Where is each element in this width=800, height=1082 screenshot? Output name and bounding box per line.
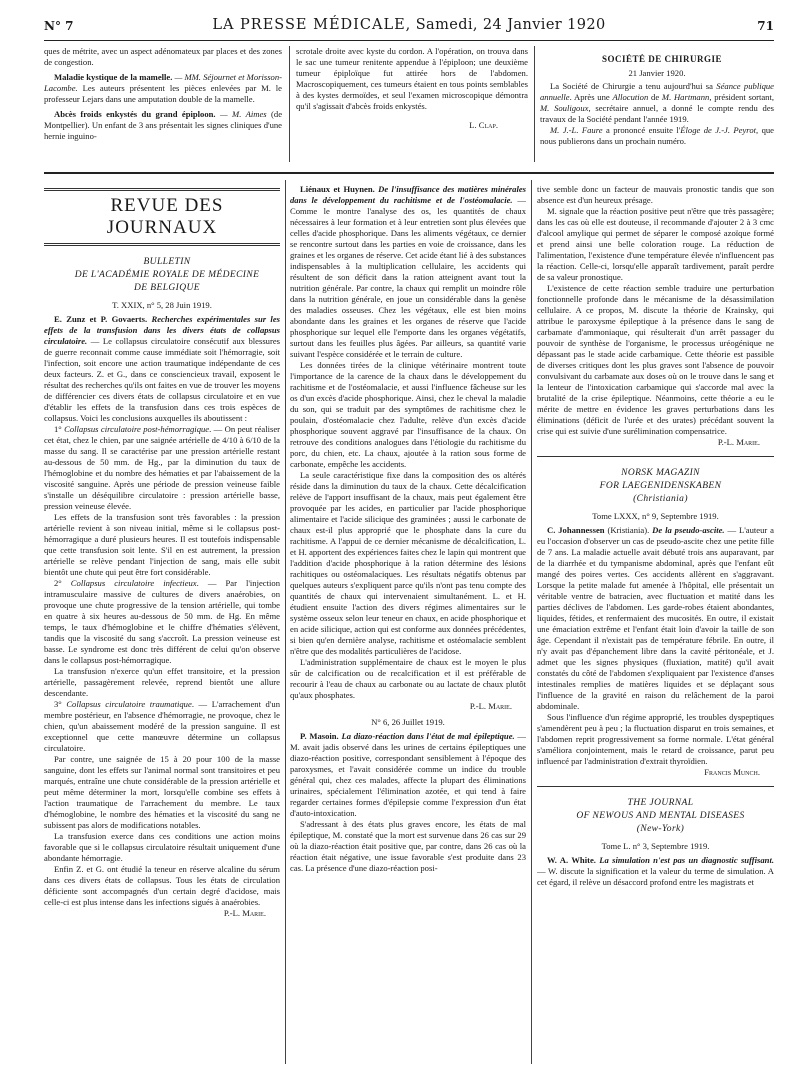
journal-name: DE BELGIQUE <box>134 283 200 293</box>
paragraph: Les effets de la transfusion sont très favorables : la pression artérielle revient à son niveau initial, même si le collapsus post-hémorragique a duré plusieurs heures. Il est toutefois indispensable que cette transfusion soit lente. S'il en est autrement, la pression artérielle se relève pendant l'injection de sang, mais elle subit bientôt une chute qui peut être fort considérable. <box>44 512 280 577</box>
section-date: 21 Janvier 1920. <box>628 68 686 78</box>
text: . — On peut réaliser cet état, chez le chien, par une saignée artérielle de 4/10 à 6/10 de la masse du sang. Il se caractérise par une pression artérielle restant au-dessous de 50 mm. de Hg., par la diminution du taux de l'hémoglobine et du nombre des hématies et par l'abaissement de la viscosité sanguine. Après une période de pression veineuse faible s'installe un déséquilibre circulatoire : pression artérielle basse, pression veineuse élevée. <box>44 424 280 511</box>
paragraph: Enfin Z. et G. ont étudié la teneur en réserve alcaline du sérum dans ces divers états de collapsus. Tous les états de circulation déficiente sont accompagnés d'un certain degré d'acidose, mais celle-ci est plus intense dans les infections sigués à anaérobies. <box>44 864 280 907</box>
text: Éloge de J.-J. Peyrot <box>680 125 757 135</box>
text: . Après une <box>569 92 610 102</box>
section-rule <box>44 172 774 174</box>
top-column-1 <box>44 46 282 164</box>
article-authors: C. Johannessen <box>547 525 605 535</box>
divider <box>537 786 774 787</box>
article-text: — Comme le montre l'analyse des os, les quantités de chaux nécessaires à leur formation et à leur entretien sont plus élevées que celles d'acide phosphorique. Dans les aliments végétaux, ce dernier se rencontre surtout dans les parties en voie de croissance, dans les graines et les organes de réserve. Cet acide étant lié à des substances indispensables à la multiplication cellulaire, les accidents qui résultent de son déficit dans la ration atteignent avant tout la nutrition générale. Par contre, la chaux qui remplit un moindre rôle dans la nutrition générale, en joue un considérable dans la genèse des maladies osseuses. Chez les végétaux, elle est bien moins abondante dans les graines et les organes de réserve que l'acide phosphorique sur lequel elle l'emporte dans les organes végétatifs, surtout dans les feuilles plus âgées. Par ailleurs, sa quantité varie suivant l'espèce considérée et le terrain de culture. <box>290 195 526 359</box>
article-zunz <box>44 314 280 424</box>
paragraph: L'existence de cette réaction semble traduire une perturbation fonctionnelle profonde dans le mécanisme de la désassimilation cellulaire. A ce propos, M. discute la théorie de Krainsky, qui attribue le paroxysme épileptique à la présence dans le sang de carbamate d'ammoniaque, qui résulterait d'un arrêt passager du pouvoir de synthèse de l'organisme, le processus uréogénique ne dépassant pas le stade acide carbamique. Cette théorie est passible de diverses critiques dont les plus graves sont l'absence de pouvoir convulsivant du carbamate aux doses où on le trouve dans le sang et la lenteur de l'intoxication carbamique qui s'accorde mal avec la brutalité de la crise épileptique. Néanmoins, cette théorie a eu le mérite de mettre en évidence les graves perturbations dans les éliminations (déficit de l'urée et des urates) précédant souvent la crise qui est suivie d'une surélimination compensatrice. <box>537 283 774 436</box>
article-title: De la pseudo-ascite. <box>652 525 725 535</box>
section-title: SOCIÉTÉ DE CHIRURGIE <box>601 54 723 64</box>
page-number: 71 <box>757 19 774 33</box>
paragraph <box>540 125 774 147</box>
paragraph <box>44 578 280 666</box>
journal-title <box>44 17 774 33</box>
article-location: (Kristiania). <box>607 525 650 535</box>
article-maladie-kystique <box>44 72 282 105</box>
text: , que nous publierons dans un prochain numéro. <box>540 125 774 146</box>
paragraph: S'adressant à des états plus graves encore, les états de mal épileptique, M. constaté que la mort est survenue dans 26 cas sur 29 où la diazo-réaction était positive que, par contre, dans 26 cas où la réaction était négative, une issue favorable s'est produite dans 23 cas. La présence d'une diazo-réaction posi- <box>290 819 526 873</box>
divider <box>44 188 280 191</box>
article-text: Les auteurs présentent les pièces enlevées par M. le professeur Lejars dans une amputation double de la mamelle. <box>44 83 282 104</box>
article-title: De l'insuffisance des matières minérales dans le développement du rachitisme et de l'ostéomalacie. <box>290 184 526 205</box>
signature <box>296 120 528 131</box>
journal-location: (New-York) <box>636 824 685 834</box>
journal-name: NORSK MAGAZIN <box>621 468 700 478</box>
signature <box>537 767 774 778</box>
issue-info: N° 6, 26 Juillet 1919. <box>371 717 445 727</box>
text: Séance publique annuelle <box>540 81 774 102</box>
column-divider <box>531 180 532 1064</box>
text: . — Par l'injection intramusculaire massive de cultures de divers anaérobies, on provoque une chute progressive de la tension artérielle, qui tombe en quatre à six heures au-dessous de 50 mm. de Hg. En même temps, le taux d'hémoglobine et le chiffre d'hématies s'élèvent, tandis que la viscosité du sang s'accroît. La pression veineuse est basse. Le syndrome est donc très différent de celui qu'on observe dans le collapsus post-hémorragique. <box>44 578 280 665</box>
journal-name: THE JOURNAL <box>627 798 694 808</box>
revue-column-2 <box>290 184 526 1064</box>
signature-text: P.-L. Marie. <box>469 701 512 711</box>
signature-text: P.-L. Marie. <box>717 437 760 447</box>
paragraph <box>44 424 280 512</box>
divider <box>537 456 774 457</box>
paragraph <box>540 81 774 125</box>
article-title: Recherches expérimentales sur les effets de la transfusion dans les divers états de collapsus circulatoire. <box>44 314 280 346</box>
text: . — L'arrachement d'un membre postérieur, en l'absence d'hémorragie, ne provoque, chez le chien, qu'un abaissement modéré de la pression sanguine. Il est exceptionnel que cette manœuvre détermine un collapsus circulatoire. <box>44 699 280 753</box>
header-rule <box>44 40 774 41</box>
article-text: — M. avait jadis observé dans les urines de certains épileptiques une diazo-réaction positive, correspondant sensiblement à l'époque des paroxysmes, et l'avait considérée comme un indice du trouble général qui, chez ces malades, affecte la plupart des éliminations urinaires, spécialement l'élimination azotée, et qui tend à faire regarder certaines formes d'épilepsie comme l'expression d'un état d'auto-intoxication. <box>290 731 526 818</box>
article-authors: P. Masoin. <box>300 731 339 741</box>
article-lienaux <box>290 184 526 360</box>
paragraph: ques de métrite, avec un aspect adénomateux par places et des zones de congestion. <box>44 46 282 67</box>
paragraph: La seule caractéristique fixe dans la composition des os altérés réside dans la diminution du taux de la chaux. Cette décalcification relève de l'apport insuffisant de la chaux, mais peut également être provoquée par les acides, en particulier par l'acide phosphorique alimentaire et l'acide silicique des graminées ; aussi le carbonate de chaux est-il plus approprié que le phosphate dans la cure du rachitisme. A l'appui de ce dernier mécanisme de décalcification, L. et H. apportent des expériences faites chez le lapin qui montrent que l'addition d'acide phosphorique à la ration détermine des lésions rachitiques ou ostéomalaciques. Les résultats négatifs obtenus par quelques auteurs s'expliquent parce qu'ils n'ont pas tenu compte des quantités de chaux qui intervenaient simultanément. L. et H. étudient ensuite l'action des divers régimes alimentaires sur le système osseux selon leur teneur en chaux, en acide phosphorique et en acide silicique, action qui est conforme aux données précédentes, si bien qu'en dernière analyse, rachitisme et ostéomalacie semblent n'être que des modalités particulières de l'acidose. <box>290 470 526 656</box>
signature-text: P.-L. Marie. <box>223 908 266 918</box>
article-authors: — MM. Séjournet et Morisson-Lacombe. <box>44 72 282 93</box>
top-column-2 <box>296 46 528 164</box>
article-abces-froids <box>44 109 282 142</box>
article-johannessen <box>537 525 774 712</box>
revue-column-1 <box>44 184 280 1064</box>
article-authors: Liénaux et Huynen. <box>300 184 375 194</box>
article-text: — W. discute la signification et la valeur du terme de simulation. A cet égard, il relève un désaccord profond entre les magistrats et <box>537 866 774 887</box>
article-text: (de Montpellier). Un enfant de 3 ans présentait les signes cliniques d'une hernie inguino- <box>44 109 282 141</box>
text: Collapsus circulatoire infectieux <box>70 578 197 588</box>
article-white <box>537 855 774 888</box>
paragraph: La transfusion n'exerce qu'un effet transitoire, et la pression artérielle, passagèrement relevée, reprend bientôt une allure descendante. <box>44 666 280 698</box>
journal-name: DE L'ACADÉMIE ROYALE DE MÉDECINE <box>74 270 260 280</box>
top-column-3 <box>540 54 774 166</box>
text: Collapsus circulatoire traumatique <box>66 699 192 709</box>
divider <box>44 243 280 246</box>
signature <box>537 437 774 448</box>
text: 3° <box>54 699 62 709</box>
text: a prononcé ensuite l' <box>602 125 681 135</box>
text: Collapsus circulatoire post-hémorragique <box>64 424 210 434</box>
article-masoin <box>290 731 526 819</box>
signature-text: L. Clap. <box>469 120 498 130</box>
text: , secrétaire annuel, a donné le compte rendu des travaux de la Société pendant l'année 1919. <box>540 103 774 124</box>
article-text: — Le collapsus circulatoire consécutif aux blessures de guerre reconnait comme cause immédiate soit l'hémorragie, soit l'infection, soit encore une action traumatique indépendante de ces deux facteurs. Z. et G., dans ce consciencieux travail, exposent le résultat des recherches qu'ils ont faites en vue de trouver les moyens de différencier ces divers états de collapsus circulatoire et en vue d'établir les effets de la transfusion dans ces trois espèces de collapsus. Voici les conclusions auxquelles ils aboutissent : <box>44 336 280 423</box>
journal-name: BULLETIN <box>143 257 191 267</box>
paragraph: La transfusion exerce dans ces conditions une action moins favorable que si le collapsus circulatoire résultait uniquement d'une abondante hémorragie. <box>44 831 280 863</box>
journal-name: FOR LAEGENIDENSKABEN <box>599 481 722 491</box>
section-heading: REVUE DES JOURNAUX <box>106 195 224 238</box>
text: La Société de Chirurgie a tenu aujourd'hui sa <box>550 81 713 91</box>
column-divider <box>534 46 535 162</box>
paragraph: Par contre, une saignée de 15 à 20 pour 100 de la masse sanguine, dont les effets sur l'animal normal sont transitoires et peu marqués, entraîne une chute considérable de la pression artérielle et peut même déterminer la mort, lorsqu'elle combine ses effets à l'action traumatique de l'arrachement du membre. Le taux d'hémoglobine, le nombre des hématies et la viscosité du sang ne subissent pas alors de modifications notables. <box>44 754 280 830</box>
issue-info: Tome L. n° 3, Septembre 1919. <box>601 841 710 851</box>
text: 1° <box>54 424 62 434</box>
article-title: Abcès froids enkystés du grand épiploon. <box>54 109 216 119</box>
journal-location: (Christiania) <box>633 494 688 504</box>
text: , président sortant, <box>709 92 774 102</box>
issue-info: T. XXIX, n° 5, 28 Juin 1919. <box>112 300 212 310</box>
text: 2° <box>54 578 62 588</box>
text: M. Souligoux <box>540 103 589 113</box>
text: de <box>648 92 660 102</box>
journal-name: LA PRESSE MÉDICALE <box>212 17 406 33</box>
signature <box>290 701 526 712</box>
article-authors: W. A. White. <box>547 855 596 865</box>
article-authors: E. Zunz et P. Govaerts. <box>54 314 148 324</box>
paragraph <box>44 699 280 754</box>
issue-info: Tome LXXX, n° 9, Septembre 1919. <box>592 511 719 521</box>
paragraph: Les données tirées de la clinique vétérinaire montrent toute l'importance de la carence de la chaux dans le développement du rachitisme et de l'ostéomalacie, et aussi l'influence fâcheuse sur les os d'un excès d'acide phosphorique. Ainsi, chez le cheval la maladie du son, qui se traduit par des symptômes de rachitisme chez le poulain, d'ostéomalacie chez l'adulte, relève d'un excès d'acide phosphorique souvent aggravé par l'insuffisance de la chaux. On retrouve des conditions analogues dans l'étiologie du rachitisme du porc, du chien, etc. La chaux, ajoutée à la ration sous forme de carbonate, empêche les accidents. <box>290 360 526 469</box>
issue-date: , Samedi, 24 Janvier 1920 <box>405 17 606 33</box>
running-header <box>44 16 774 38</box>
signature-text: Francis Munch. <box>704 767 760 777</box>
article-text: — L'auteur a eu l'occasion d'observer un cas de pseudo-ascite chez une petite fille de 7 ans. La maladie actuelle avait débuté trois ans auparavant, par de la diarrhée et du tympanisme abdominal, après que l'enfant eût mangé des poires vertes. Ces accidents allèrent en s'aggravant. Lorsque la petite malade fut amenée à l'hôpital, elle présentait un véritable ventre de batracien, avec fluctuation et matité dans les parties déclives de l'abdomen. Les garde-robes étaient abondantes, liquides, fétides, et renfermaient des mucosités. En outre, il existait une émaciation extrême et l'enfant était loin d'avoir la taille de son âge. Cependant il n'existait pas de température fébrile. En outre, il n'y avait pas d'épanchement libre dans la cavité péritonéale, et J. admet que les signes physiques (fluxiation, matité) qu'il avait constatés du côté de l'abdomen s'expliquaient par l'existence d'anses intestinales remplies de matières liquides et se déplaçant sous l'influence de la gravité en raison du relâchement de la paroi abdominale. <box>537 525 774 711</box>
revue-column-3 <box>537 184 774 1064</box>
journal-name: OF NEWOUS AND MENTAL DISEASES <box>576 811 745 821</box>
signature <box>44 908 280 919</box>
text: Allocution <box>612 92 649 102</box>
column-divider <box>285 180 286 1064</box>
paragraph: L'administration supplémentaire de chaux est le moyen le plus sûr de calcification ou de recalcification et il est préférable de recourir à l'eau de chaux au carbonate ou au lactate de chaux plutôt qu'aux phosphates. <box>290 657 526 700</box>
paragraph: M. signale que la réaction positive peut n'être que très passagère; dans les cas où elle est douteuse, il recommande d'ajouter 2 à 3 cmc d'alcool amylique qui permet de séparer le composé azoïque formé et prend ainsi une belle coloration rouge. La réduction de l'alimentation, l'existence d'une température élevée n'influencent pas la réaction. Celle-ci, lorsqu'elle apparaît tardivement, paraît perdre de sa valeur pronostique. <box>537 206 774 282</box>
issue-number: N° 7 <box>44 19 74 33</box>
article-title: Maladie kystique de la mamelle. <box>54 72 173 82</box>
column-divider <box>289 46 290 162</box>
article-title: La diazo-réaction dans l'état de mal épileptique. <box>341 731 515 741</box>
paragraph: Sous l'influence d'un régime approprié, les troubles dyspeptiques s'amendèrent peu à peu ; la fluctuation disparut en trois semaines, et l'abdomen reprit progressivement sa forme normale. L'état général s'améliora conjointement, mais le retard de croissance, parut peu influencé par l'administration d'extrait thyroïdien. <box>537 712 774 766</box>
paragraph: tive semble donc un facteur de mauvais pronostic tandis que son absence est d'un heureux présage. <box>537 184 774 205</box>
article-title: La simulation n'est pas un diagnostic suffisant. <box>599 855 774 865</box>
article-authors: — M. Aimes <box>219 109 267 119</box>
text: M. J.-L. Faure <box>550 125 603 135</box>
text: M. Hartmann <box>661 92 710 102</box>
paragraph: scrotale droite avec kyste du cordon. A l'opération, on trouva dans le sac une tumeur renitente appendue à l'épiploon; une deuxième tumeur épiploïque fut attirée hors de l'abdomen. Macroscopiquement, ces tumeurs étaient en tous points semblables à des kystes dermoïdes, et seul l'examen microscopique démontra qu'il s'agissait d'abcès froids enkystés. <box>296 46 528 111</box>
